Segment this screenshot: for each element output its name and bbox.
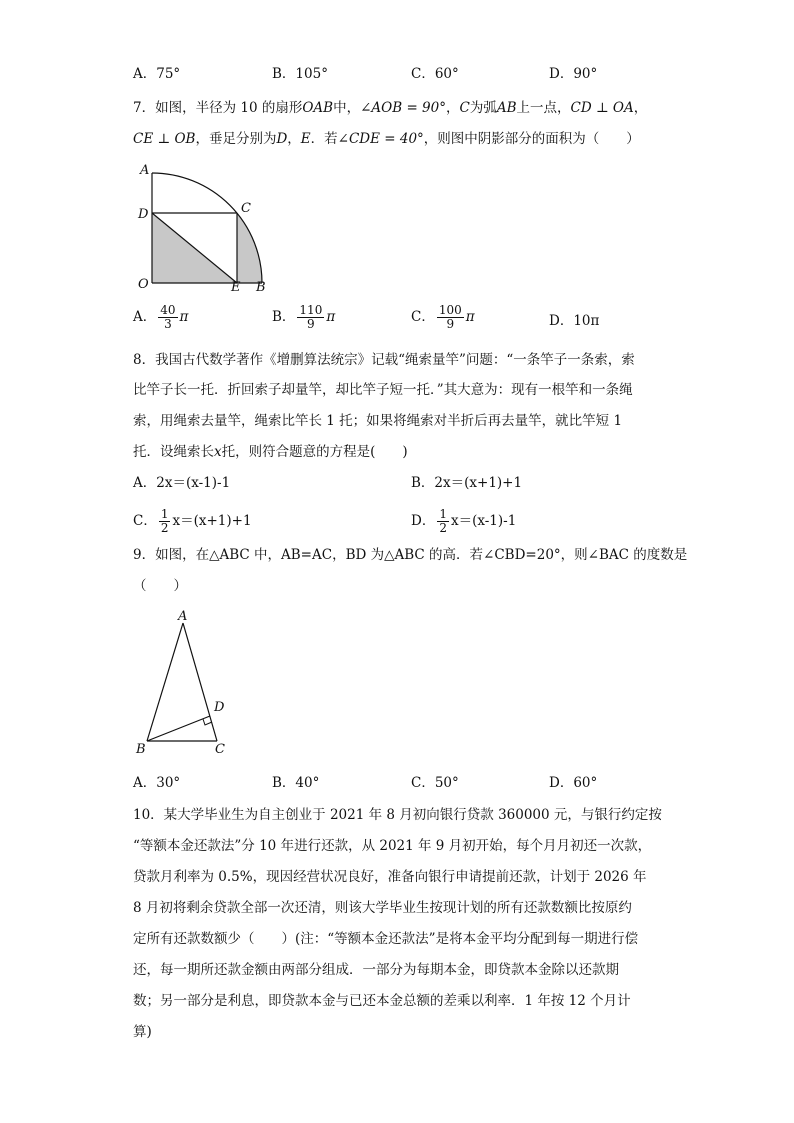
q7-option-a-fraction: $\frac{40}{3}$ [160, 303, 176, 331]
q7-label-e: E [231, 280, 241, 293]
q6-option-a: A．75° [133, 66, 181, 82]
q8-option-c: C． $\frac{1}{2}$ x＝(x+1)+1 [133, 507, 252, 535]
q9-label-b: B [136, 742, 146, 757]
q7-option-b-fraction: $\frac{110}{9}$ [299, 303, 323, 331]
q7-option-c-fraction: $\frac{100}{9}$ [438, 303, 462, 331]
q6-option-c: C．60° [411, 66, 459, 82]
q8-option-a: A．2x＝(x-1)-1 [133, 475, 231, 491]
q7-label-d: D [138, 207, 149, 222]
q7-label-a: A [140, 163, 150, 178]
q8-stem-line2: 比竿子长一托．折回索子却量竿，却比竿子短一托．”其大意为：现有一根竿和一条绳 [133, 382, 633, 398]
q9-triangle-figure [130, 605, 240, 760]
q7-label-c: C [241, 201, 251, 216]
q10-stem-line6: 还，每一期所还款金额由两部分组成．一部分为每期本金，即贷款本金除以还款期 [133, 962, 619, 978]
q9-option-c: C．50° [411, 775, 459, 791]
q9-label-d: D [214, 700, 225, 715]
q10-stem-line7: 数；另一部分是利息，即贷款本金与已还本金总额的差乘以利率．1 年按 12 个月计 [133, 993, 631, 1009]
q7-option-d: D．10π [549, 313, 600, 329]
q7-label-o: O [138, 277, 149, 292]
q9-stem-line1: 9．如图，在△ABC 中，AB=AC，BD 为△ABC 的高．若∠CBD=20°，则∠BAC 的度数是 [133, 547, 688, 563]
q6-option-b: B．105° [272, 66, 328, 82]
q9-side-ac [183, 623, 217, 741]
q10-stem-line2: “等额本金还款法”分 10 年进行还款，从 2021 年 9 月初开始，每个月月初还一次款， [133, 838, 652, 854]
q9-option-b: B．40° [272, 775, 320, 791]
q9-label-a: A [178, 609, 188, 624]
q8-stem-line4: 托．设绳索长x托，则符合题意的方程是( ) [133, 444, 408, 460]
q9-option-d: D．60° [549, 775, 598, 791]
q7-option-a: A． $\frac{40}{3}$ π [133, 303, 189, 331]
q8-option-d: D． $\frac{1}{2}$ x＝(x-1)-1 [411, 507, 517, 535]
q10-stem-line4: 8 月初将剩余贷款全部一次还清，则该大学毕业生按现计划的所有还款数额比按原约 [133, 900, 632, 916]
q10-stem-line5: 定所有还款数额少（ ）(注：“等额本金还款法”是将本金平均分配到每一期进行偿 [133, 931, 639, 947]
q8-option-c-fraction: $\frac{1}{2}$ [160, 507, 169, 535]
q9-label-c: C [215, 742, 225, 757]
q8-option-b: B．2x＝(x+1)+1 [411, 475, 523, 491]
q7-label-b: B [256, 280, 266, 293]
q7-option-c: C． $\frac{100}{9}$ π [411, 303, 475, 331]
q7-stem-line1: 7．如图，半径为 10 的扇形OAB中，∠AOB = 90°，C为弧AB上一点，CD ⊥ OA， [133, 100, 648, 116]
q10-stem-line3: 贷款月利率为 0.5%，现因经营状况良好，准备向银行申请提前还款，计划于 2026 年 [133, 869, 647, 885]
q10-stem-line8: 算) [133, 1024, 152, 1040]
q8-option-d-fraction: $\frac{1}{2}$ [439, 507, 447, 535]
q6-option-d: D．90° [549, 66, 598, 82]
q7-shaded-sliver [237, 213, 262, 283]
q8-stem-line3: 索，用绳索去量竿，绳索比竿长 1 托；如果将绳索对半折后再去量竿，就比竿短 1 [133, 413, 623, 429]
q8-stem-line1: 8．我国古代数学著作《增删算法统宗》记载“绳索量竿”问题：“一条竿子一条索，索 [133, 352, 635, 368]
q9-stem-line2: （ ） [133, 578, 187, 594]
q7-sector-figure [130, 158, 280, 293]
q9-altitude-bd [147, 716, 210, 741]
q10-stem-line1: 10．某大学毕业生为自主创业于 2021 年 8 月初向银行贷款 360000 元，与银行约定按 [133, 807, 662, 823]
q7-stem-line2: CE ⊥ OB，垂足分别为D，E．若∠CDE = 40°，则图中阴影部分的面积为（ ） [133, 131, 640, 147]
q9-option-a: A．30° [133, 775, 181, 791]
q9-side-ab [147, 623, 183, 741]
q7-option-b: B． $\frac{110}{9}$ π [272, 303, 336, 331]
